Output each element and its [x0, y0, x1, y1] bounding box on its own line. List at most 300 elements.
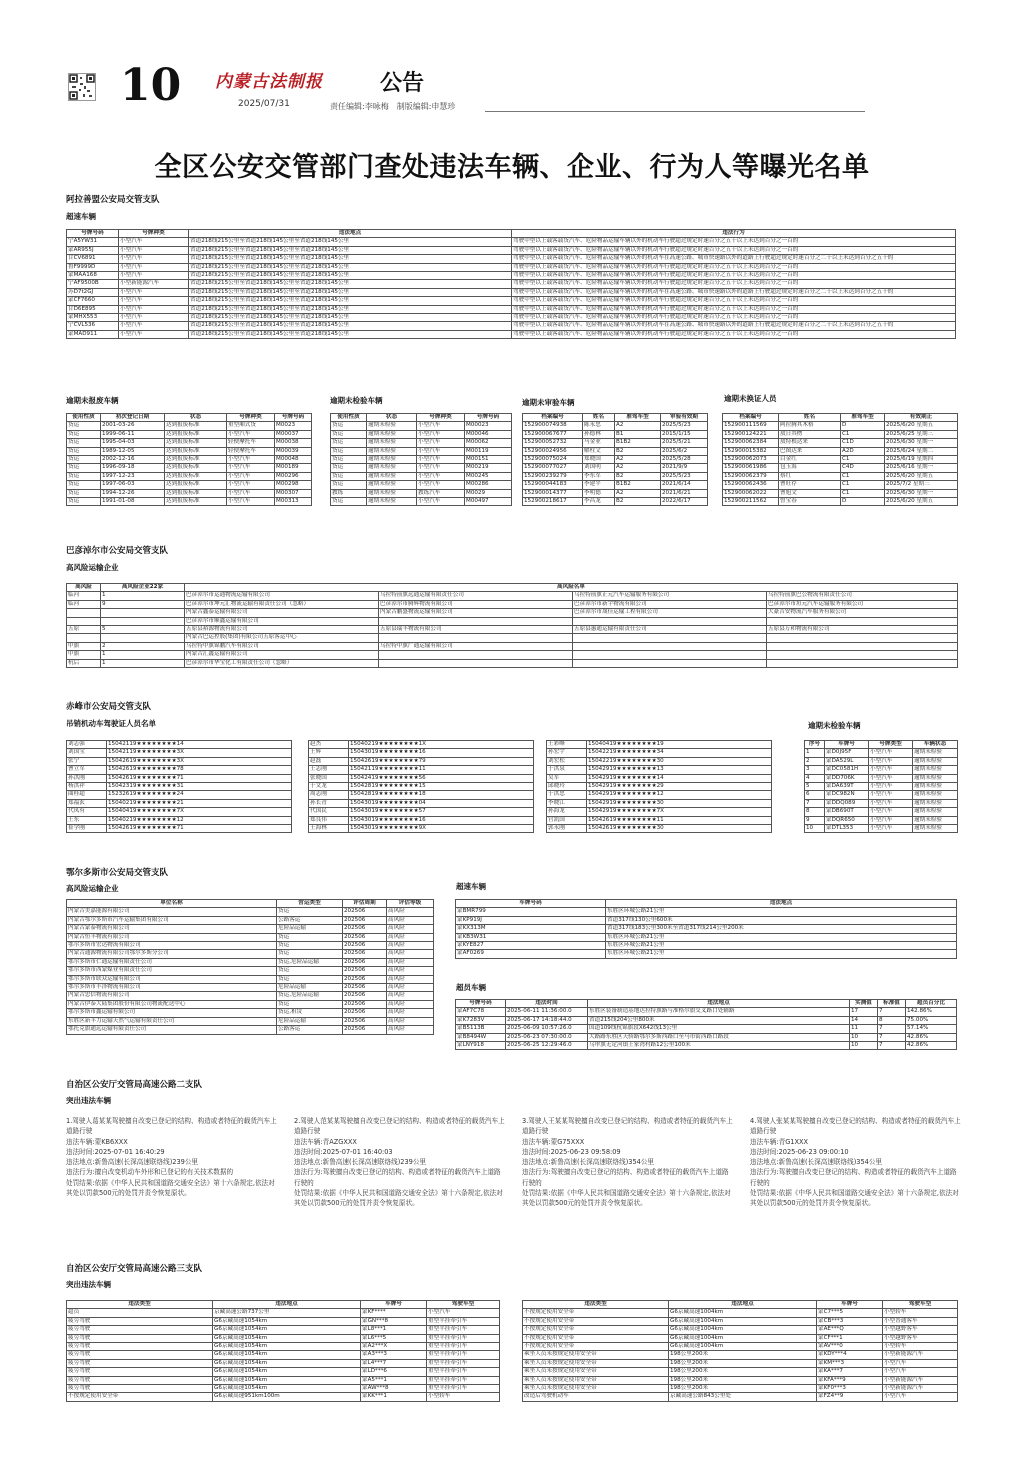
table-cell: 逾期未检验 — [913, 791, 958, 799]
table-cell: 宁CVL536 — [67, 322, 119, 330]
table-cell: 重型半挂牵引车 — [427, 1326, 500, 1334]
table-cell: 重型厢式货 — [227, 422, 275, 430]
table-row — [67, 439, 312, 447]
id-number: 15042919★★★★★★★★29 — [587, 783, 772, 791]
s4-heading: 鄂尔多斯市公安局交管支队 — [66, 868, 169, 878]
person-name: 王东 — [67, 816, 107, 824]
table-cell: 五原县裕源物流有限公司 — [185, 626, 379, 634]
table-cell — [573, 651, 767, 659]
table-row — [805, 774, 958, 782]
table-row — [67, 1026, 434, 1034]
table-cell: 2025/6/19 星期四 — [885, 456, 958, 464]
table-cell: 小型汽车 — [227, 498, 275, 506]
table-cell: 货运 — [331, 430, 367, 438]
table-cell: 中旗 — [67, 651, 101, 659]
table-cell: 货运 — [67, 489, 101, 497]
table-cell: B1B2 — [615, 439, 661, 447]
s1-lic-title: 逾期未审验车辆 — [522, 398, 575, 407]
table-cell: 2025/7/2 星期三 — [885, 481, 958, 489]
table-row — [723, 489, 958, 497]
table-cell: 小型汽车 — [119, 246, 189, 254]
table-cell: 巴彦淖尔市腾辉物流有限公司 — [379, 600, 573, 608]
table-cell: M00119 — [465, 447, 512, 455]
table-row — [67, 297, 956, 305]
id-number: 15042419★★★★★★★★56 — [349, 774, 534, 782]
table-cell: 高风险 — [387, 1017, 434, 1025]
person-name: 张宁 — [67, 757, 107, 765]
table-row — [805, 783, 958, 791]
newspaper-logo: 内蒙古法制报 — [215, 72, 323, 92]
col-header: 违法地点 — [213, 1301, 361, 1309]
s5-note-4: 4.驾驶人张某某驾驶擅自改变已登记的结构、构造或者特征的载货汽车上道路行驶 违法车辆:青G1XXX 违法时间:2025-06-23 09:00:10 违法地点:新鲁高速(长深高速联络线)354公里 违法行为:驾驶擅自改变已登记的结构、构造或者特征的载货汽车上道路行驶的 处罚结果:依据《中华人民共和国道路交通安全法》第十六条规定,依法对其处以罚款500元的处罚并责令恢复原状。 — [750, 1117, 961, 1208]
table-row — [309, 757, 534, 765]
table-cell: 6 — [805, 791, 825, 799]
table-cell: 鄂尔多斯市宏达物流有限公司 — [67, 942, 277, 950]
s1-heading: 阿拉善盟公安局交管支队 — [66, 195, 160, 205]
table-cell: 乌拉特前旗远通运输有限责任公司 — [379, 592, 573, 600]
table-cell: M00062 — [465, 439, 512, 447]
table-cell: 货运,租赁 — [277, 1009, 343, 1017]
table-cell: 驾驶中型以上载客载货汽车、危险物品运输车辆以外的机动车行驶超过规定时速百分之五十以上未达到百分之一百的 — [512, 280, 956, 288]
table-cell: 小型轿车 — [883, 1343, 958, 1351]
table-cell: 巴彦淖尔市华宝化工有限责任公司（忽略） — [185, 659, 379, 667]
table-cell: 152900062384 — [723, 439, 779, 447]
person-name: 崔学刚 — [67, 825, 107, 833]
table-row — [309, 816, 534, 824]
table-row — [67, 984, 434, 992]
table-cell: 陈永忠 — [583, 422, 615, 430]
s6-left-table — [66, 1300, 500, 1402]
table-cell: 小型汽车 — [119, 297, 189, 305]
table-cell: 重型半挂牵引车 — [427, 1385, 500, 1393]
table-cell: 东胜区新丰力运输天然气运输有限责任公司 — [67, 1017, 277, 1025]
table-cell: 2025/6/30 星期一 — [885, 489, 958, 497]
table-cell: 152900239279 — [523, 472, 583, 480]
table-cell: 2025-06-17 14:18:44.0 — [506, 1016, 588, 1024]
table-cell: 重型半挂牵引车 — [427, 1359, 500, 1367]
table-cell: 57.14% — [906, 1025, 957, 1033]
table-cell: 疲劳驾驶 — [67, 1343, 213, 1351]
person-name: 吴军 — [547, 774, 587, 782]
table-row — [456, 1033, 957, 1041]
table-row — [309, 808, 534, 816]
table-cell: 蒙D0J95F — [825, 749, 869, 757]
table-row — [523, 422, 708, 430]
table-cell: 刘国明 — [583, 464, 615, 472]
table-cell: M00313 — [275, 498, 312, 506]
s5-note-3: 3.驾驶人王某某驾驶擅自改变已登记的结构、构造或者特征的载货汽车上道路行驶 违法车辆:蒙G75XXX 违法时间:2025-06-23 09:58:09 违法地点:新鲁高速(长深高速联络线)354公里 违法行为:驾驶擅自改变已登记的结构、构造或者特征的载货汽车上道路行驶的 处罚结果:依据《中华人民共和国道路交通安全法》第十六条规定,依法对其处以罚款500元的处罚并责令恢复原状。 — [522, 1117, 733, 1208]
id-number: 15042219★★★★★★★★30 — [587, 757, 772, 765]
col-header: 号牌类型 — [869, 741, 913, 749]
table-cell: 蒙KF**** — [361, 1309, 427, 1317]
table-cell: 中旗 — [67, 642, 101, 650]
id-number: 15040219★★★★★★★★21 — [107, 799, 292, 807]
table-cell: M0029 — [465, 489, 512, 497]
table-cell: 蒙A3***3 — [361, 1351, 427, 1359]
table-row — [723, 456, 958, 464]
col-header: 车牌号 — [817, 1301, 883, 1309]
table-cell: 省道317线183公里300米至省道317线214公里200米 — [606, 925, 957, 933]
table-row — [67, 447, 312, 455]
table-cell: 小型汽车 — [227, 430, 275, 438]
col-header: 标准值 — [878, 1000, 906, 1008]
table-row — [67, 1334, 500, 1342]
table-cell: 曾宝春 — [779, 498, 841, 506]
table-cell: 小型越野客车 — [883, 1334, 958, 1342]
table-cell: 2025/6/16 星期一 — [885, 464, 958, 472]
table-cell: 货运,危险品运输 — [277, 958, 343, 966]
table-cell — [379, 659, 573, 667]
table-row — [723, 430, 958, 438]
table-cell — [767, 642, 958, 650]
id-number: 15043019★★★★★★★★16 — [349, 749, 534, 757]
table-cell: 2025/6/20 星期五 — [885, 422, 958, 430]
table-cell: 小型汽车 — [227, 481, 275, 489]
table-cell: 小型新能源汽车 — [883, 1351, 958, 1359]
table-cell: 逾期未检验 — [367, 439, 417, 447]
page-title: 全区公安交管部门查处违法车辆、企业、行为人等曝光名单 — [154, 152, 870, 183]
table-cell: M0023 — [275, 422, 312, 430]
table-cell: 小型汽车 — [119, 330, 189, 338]
table-cell: 逾期未检验 — [913, 816, 958, 824]
table-cell: 重型半挂牵引车 — [427, 1343, 500, 1351]
table-cell: 152900111569 — [723, 422, 779, 430]
table-cell: 蒙DB690T — [825, 808, 869, 816]
s3-name-table — [66, 740, 292, 833]
table-cell: 高风险 — [387, 1000, 434, 1008]
table-row — [67, 472, 312, 480]
table-cell: 高风险 — [387, 950, 434, 958]
table-cell: 蒙CB***3 — [817, 1317, 883, 1325]
table-cell: 危险品运输 — [277, 984, 343, 992]
table-cell: 小型汽车 — [417, 456, 465, 464]
col-header: 车牌号 — [361, 1301, 427, 1309]
table-row — [67, 950, 434, 958]
table-cell: 2025-06-25 12:29:46.0 — [506, 1042, 588, 1050]
table-cell: 内蒙古恒丰物流有限公司 — [67, 933, 277, 941]
table-cell: C1 — [841, 456, 885, 464]
table-row — [547, 816, 772, 824]
table-cell: 蔡红 — [779, 472, 841, 480]
table-cell: 蒙AV***0 — [817, 1343, 883, 1351]
table-cell: 小型新能源汽车 — [119, 280, 189, 288]
table-cell: 甘CV6891 — [67, 255, 119, 263]
person-name: 邱晓玲 — [547, 783, 587, 791]
table-cell: G6京藏高速1004km — [669, 1309, 817, 1317]
col-header: 车牌号 — [825, 741, 869, 749]
table-cell: 货运 — [277, 975, 343, 983]
table-cell: 202506 — [343, 908, 387, 916]
table-row — [805, 791, 958, 799]
table-cell: 省道218线215公里至省道218线145公里至省道218线145公里 — [189, 305, 512, 313]
table-cell: 42.86% — [906, 1042, 957, 1050]
table-cell: 蒙B5113B — [456, 1025, 506, 1033]
table-row — [67, 1317, 500, 1325]
table-cell — [101, 617, 185, 625]
table-cell: 达到报废标准 — [165, 456, 227, 464]
col-header: 号牌种类 — [227, 414, 275, 422]
id-number: 15042819★★★★★★★★15 — [349, 783, 534, 791]
table-row — [523, 1359, 958, 1367]
s3-name-table — [308, 740, 534, 833]
id-number: 15043019★★★★★★★★16 — [349, 816, 534, 824]
table-cell: 货运 — [67, 430, 101, 438]
table-cell: 曹旭文 — [779, 489, 841, 497]
id-number: 15042919★★★★★★★★7X — [587, 808, 772, 816]
table-cell: A2 — [615, 464, 661, 472]
table-cell: 教练 — [331, 489, 367, 497]
table-cell — [67, 634, 101, 642]
table-cell: 2025/6/20 星期五 — [885, 498, 958, 506]
table-row — [723, 447, 958, 455]
table-cell: 东胜区环城公路21公里 — [606, 908, 957, 916]
person-name: 赵杰 — [309, 741, 349, 749]
table-row — [67, 1385, 500, 1393]
table-cell: 2015/1/15 — [661, 430, 708, 438]
s2-risk-table — [66, 583, 958, 668]
table-cell: 152900067677 — [523, 430, 583, 438]
table-cell: 198公里200米 — [669, 1351, 817, 1359]
table-cell: 临河 — [67, 592, 101, 600]
table-cell: 杭后 — [67, 659, 101, 667]
table-cell: 小型新能源汽车 — [883, 1376, 958, 1384]
table-cell: 2025/6/20 星期五 — [885, 472, 958, 480]
table-row — [547, 783, 772, 791]
table-cell: 巴彦淖尔市顺鑫运输有限公司 — [185, 617, 379, 625]
table-cell: 蒙MAA168 — [67, 272, 119, 280]
table-row — [67, 498, 312, 506]
table-cell — [379, 634, 573, 642]
table-row — [331, 447, 512, 455]
s1-renew-table — [722, 413, 958, 506]
person-name: 赵磊 — [309, 757, 349, 765]
table-cell: 疲劳驾驶 — [67, 1351, 213, 1359]
table-cell: 7 — [805, 799, 825, 807]
table-cell: 高风险 — [387, 942, 434, 950]
issue-date: 2025/07/31 — [238, 99, 290, 109]
id-number: 15042619★★★★★★★★71 — [107, 825, 292, 833]
table-cell: 蒙MHX553 — [67, 314, 119, 322]
table-cell: G6京藏高速1054km — [213, 1368, 361, 1376]
table-row — [67, 481, 312, 489]
table-cell: 马金业 — [583, 439, 615, 447]
s4-over-table — [455, 999, 957, 1050]
table-cell: M00151 — [465, 456, 512, 464]
table-row — [456, 942, 957, 950]
id-number: 15042619★★★★★★★★30 — [587, 825, 772, 833]
table-cell: 198公里200米 — [669, 1376, 817, 1384]
person-name: 周志刚 — [309, 791, 349, 799]
table-row — [331, 456, 512, 464]
table-cell: 货运 — [67, 472, 101, 480]
table-cell: C4D — [841, 464, 885, 472]
table-cell: 5 — [805, 783, 825, 791]
table-cell: 202506 — [343, 933, 387, 941]
table-cell: D — [841, 422, 885, 430]
table-cell: 高风险 — [387, 908, 434, 916]
col-header: 违法时间 — [506, 1000, 588, 1008]
table-cell: 李东军 — [583, 472, 615, 480]
table-row — [523, 447, 708, 455]
table-cell: 疲劳驾驶 — [67, 1368, 213, 1376]
table-cell: 改造后驾驶机动车 — [523, 1393, 669, 1401]
table-header — [67, 584, 958, 592]
table-cell: 2002-12-16 — [101, 456, 165, 464]
table-cell: A2 — [615, 489, 661, 497]
table-row — [805, 749, 958, 757]
table-row — [67, 975, 434, 983]
table-cell — [573, 634, 767, 642]
table-cell: 198公里200米 — [669, 1359, 817, 1367]
table-cell: 高风险 — [387, 916, 434, 924]
table-cell: 巴彦淖尔市运通物流运输有限公司 — [185, 592, 379, 600]
table-cell: 逾期未检验 — [913, 799, 958, 807]
table-cell: 小型汽车 — [119, 314, 189, 322]
table-cell: 蒙AF7C78 — [456, 1008, 506, 1016]
s6-right-table — [522, 1300, 958, 1402]
table-row — [547, 799, 772, 807]
table-cell: 小型汽车 — [869, 825, 913, 833]
table-cell: B2 — [615, 472, 661, 480]
table-cell: 蒙KFA***9 — [817, 1376, 883, 1384]
table-cell — [67, 617, 101, 625]
table-cell: 乌审旗无定河镇王家湾村路12公里100米 — [588, 1042, 850, 1050]
id-number: 15232619★★★★★★★★24 — [107, 791, 292, 799]
table-cell: 公路客运 — [277, 1026, 343, 1034]
table-cell: 1989-12-05 — [101, 447, 165, 455]
id-number: 15043019★★★★★★★★04 — [349, 799, 534, 807]
table-header — [67, 414, 312, 422]
table-row — [523, 1326, 958, 1334]
table-row — [67, 816, 292, 824]
table-cell: 2025/5/21 — [661, 439, 708, 447]
table-cell: 乌拉特前旗巴公物流有限责任公司 — [767, 592, 958, 600]
table-cell: 蒙DQR650 — [825, 816, 869, 824]
person-name: 王志刚 — [309, 766, 349, 774]
person-name: 刘宏松 — [547, 757, 587, 765]
table-cell: 蒙AF0269 — [456, 950, 606, 958]
table-row — [67, 741, 292, 749]
table-cell: 蒙C7***5 — [817, 1309, 883, 1317]
table-cell — [379, 617, 573, 625]
table-cell: 14 — [850, 1016, 878, 1024]
table-cell: 东胜区装备制造基地达拉特旗路与准格尔旗交叉路口处辅路 — [588, 1008, 850, 1016]
table-cell: 逾期未检验 — [367, 472, 417, 480]
s1-insp-table — [330, 413, 512, 506]
table-cell: 高风险 — [387, 958, 434, 966]
table-cell: 蒙CF***1 — [817, 1334, 883, 1342]
table-row — [67, 330, 956, 338]
table-row — [456, 950, 957, 958]
table-cell: 逾期未检验 — [367, 481, 417, 489]
table-cell: 小型汽车 — [417, 430, 465, 438]
table-row — [331, 481, 512, 489]
table-cell: G6京藏高速1054km — [213, 1351, 361, 1359]
table-cell: 小型汽车 — [417, 498, 465, 506]
table-cell: 国道109线杭锦旗段X642线13公里 — [588, 1025, 850, 1033]
table-cell: 2022/6/17 — [661, 498, 708, 506]
table-header — [67, 230, 956, 238]
table-cell: 152900077027 — [523, 464, 583, 472]
table-cell: 货运 — [277, 967, 343, 975]
table-cell: 2021/6/14 — [661, 481, 708, 489]
table-cell: 内蒙古鹏盛物流运输有限公司 — [379, 609, 573, 617]
col-header: 评估等级 — [387, 900, 434, 908]
person-name: 王辉 — [309, 749, 349, 757]
person-name: 王海林 — [309, 825, 349, 833]
table-cell: 蒙AW***8 — [361, 1385, 427, 1393]
col-header: 使用性质 — [331, 414, 367, 422]
table-cell: G6京藏高速1004km — [669, 1326, 817, 1334]
table-cell: 货运 — [331, 447, 367, 455]
table-row — [547, 741, 772, 749]
table-cell: 152900044183 — [523, 481, 583, 489]
qr-code-icon — [68, 73, 96, 101]
table-cell — [101, 634, 185, 642]
col-header: 违法类型 — [67, 1301, 213, 1309]
table-cell: 鄂尔多斯市丰泽物流有限公司 — [67, 984, 277, 992]
table-row — [309, 774, 534, 782]
table-cell: 内蒙古鄂尔多斯市汽车运输集团有限公司 — [67, 916, 277, 924]
table-cell: 不按规定使用安全带 — [523, 1317, 669, 1325]
id-number: 15042819★★★★★★★★18 — [349, 791, 534, 799]
table-cell: 152900075024 — [523, 456, 583, 464]
table-cell: 包玉海 — [779, 464, 841, 472]
table-cell: 苏D7t2GJ — [67, 288, 119, 296]
table-cell: 东胜区环城公路21公里 — [606, 942, 957, 950]
table-cell: 疲劳驾驶 — [67, 1376, 213, 1384]
table-cell: 鄂尔多斯市仁通运输有限责任公司 — [67, 958, 277, 966]
person-name: 孙长青 — [309, 799, 349, 807]
table-row — [67, 659, 958, 667]
col-header: 姓名 — [779, 414, 841, 422]
table-cell: 货运 — [67, 481, 101, 489]
table-cell: 202506 — [343, 1009, 387, 1017]
table-cell: 货运 — [331, 456, 367, 464]
table-cell: 152900211562 — [723, 498, 779, 506]
table-cell: G6京藏高速1054km — [213, 1334, 361, 1342]
col-header: 号牌号码 — [275, 414, 312, 422]
id-number: 15042619★★★★★★★★3X — [107, 757, 292, 765]
table-cell: 152900124221 — [723, 430, 779, 438]
table-cell: 轻便摩托车 — [227, 439, 275, 447]
s5-note-1: 1.驾驶人葛某某驾驶擅自改变已登记的结构、构造或者特征的载货汽车上道路行驶 违法车辆:蒙KB6XXX 违法时间:2025-07-01 16:40:29 违法地点:新鲁高速(长深高速联络线)239公里 违法行为:擅自改变机动车外形和已登记的有关技术数据的 处罚结果:依据《中华人民共和国道路交通安全法》第十六条规定,依法对其处以罚款500元的处罚并责令恢复原状。 — [66, 1117, 277, 1198]
table-row — [456, 933, 957, 941]
id-number: 15042119★★★★★★★★11 — [349, 766, 534, 774]
s6-sub: 突出违法车辆 — [66, 1280, 111, 1289]
s1-speed-title: 超速车辆 — [66, 212, 96, 221]
table-cell: 逾期未检验 — [367, 456, 417, 464]
table-cell: 1995-04-03 — [101, 439, 165, 447]
table-row — [67, 238, 956, 246]
table-row — [523, 498, 708, 506]
table-row — [523, 456, 708, 464]
s4-speed-table — [455, 899, 957, 959]
table-row — [456, 1025, 957, 1033]
table-cell: 省道218线215公里至省道218线145公里至省道218线145公里 — [189, 330, 512, 338]
table-row — [331, 439, 512, 447]
table-cell: 高风险 — [387, 984, 434, 992]
table-cell: 达到报废标准 — [165, 447, 227, 455]
col-header: 准驾车型 — [615, 414, 661, 422]
table-row — [67, 925, 434, 933]
table-header — [456, 900, 957, 908]
table-cell: 重型半挂牵引车 — [427, 1317, 500, 1325]
id-number: 15043019★★★★★★★★9X — [349, 825, 534, 833]
person-name: 刘国宝 — [67, 749, 107, 757]
table-cell: 蒙KA***7 — [817, 1368, 883, 1376]
table-cell: 货运 — [331, 498, 367, 506]
